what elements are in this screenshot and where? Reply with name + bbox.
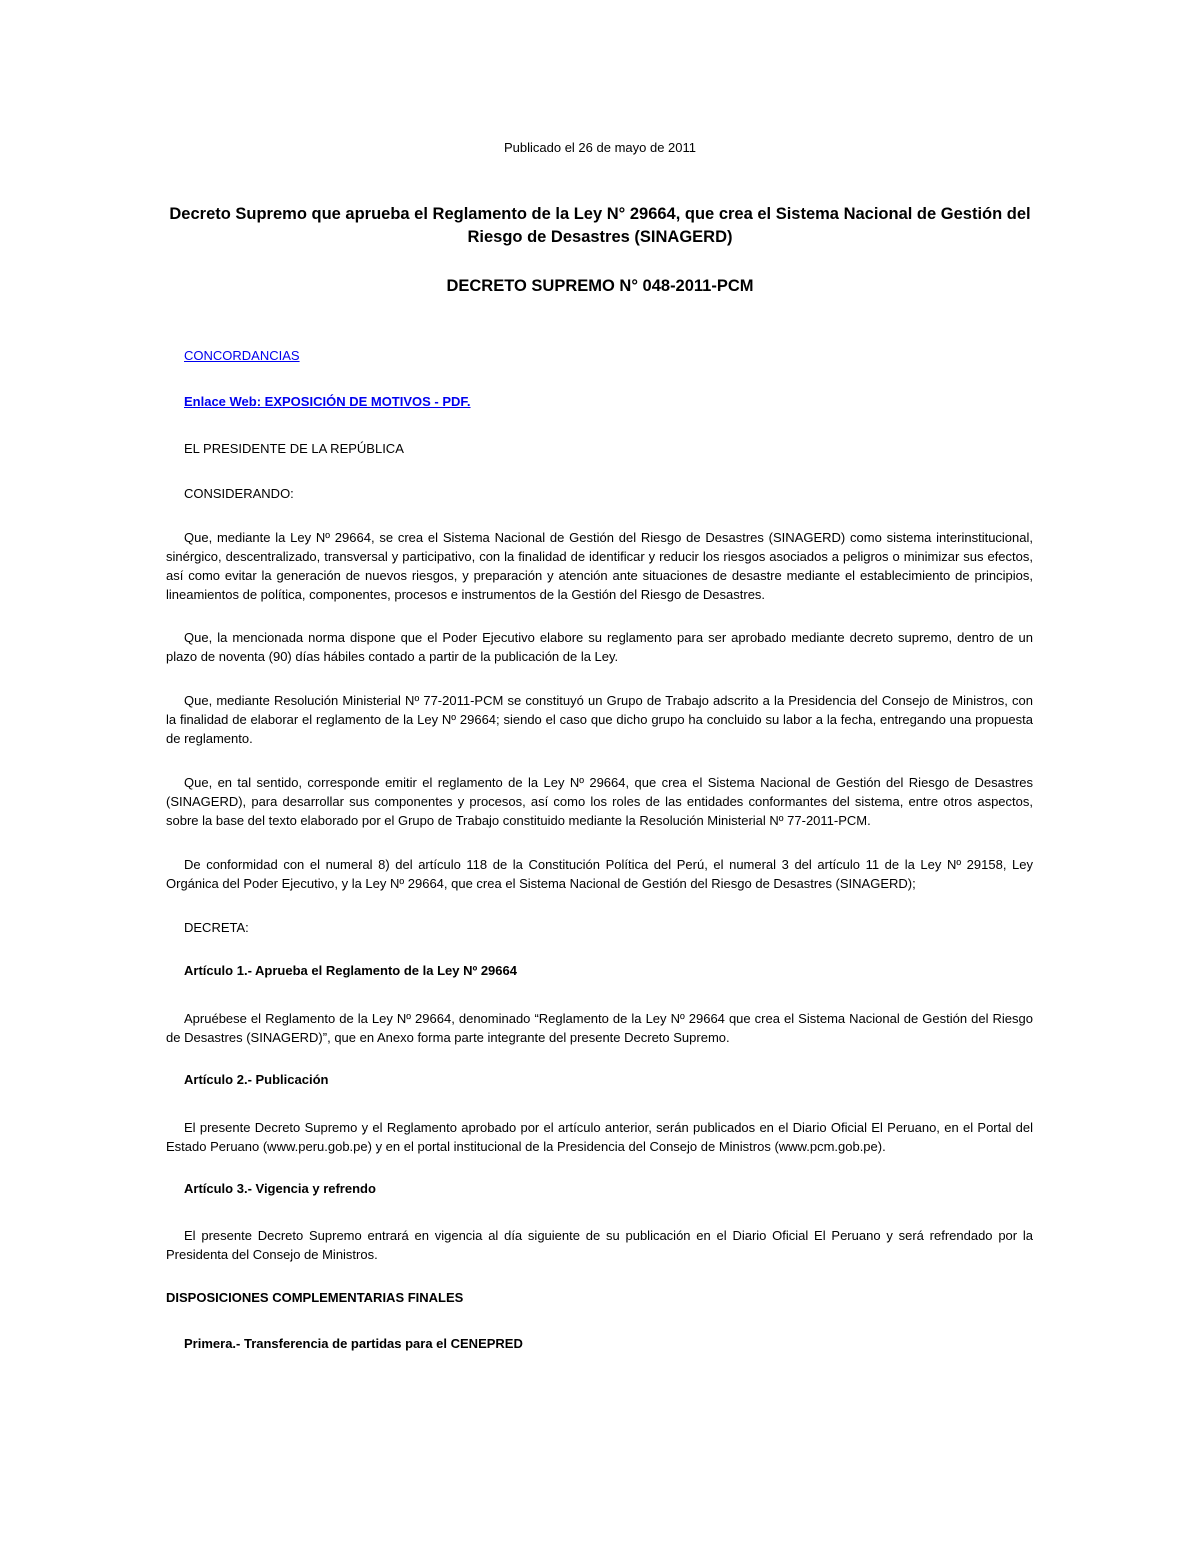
article-1-body: Apruébese el Reglamento de la Ley Nº 29664, denominado “Reglamento de la Ley Nº 29664 que crea el Sistema Nacional de Gestión del Riesgo de Desastres (SINAGERD)”, que en Anexo forma parte integrante del presente Decreto Supremo. [166,1011,1033,1045]
considerando-paragraph-2: Que, la mencionada norma dispone que el Poder Ejecutivo elabore su reglamento para ser aprobado mediante decreto supremo, dentro de un plazo de noventa (90) días hábiles contado a partir de la publicación de la Ley. [166,630,1033,664]
considerando-paragraph-3: Que, mediante Resolución Ministerial Nº 77-2011-PCM se constituyó un Grupo de Trabajo adscrito a la Presidencia del Consejo de Ministros, con la finalidad de elaborar el reglamento de la Ley Nº 29664; siendo el caso que dicho grupo ha concluido su labor a la fecha, entregando una propuesta de reglamento. [166,693,1033,746]
article-2-heading: Artículo 2.- Publicación [184,1072,329,1087]
decreta-heading: DECRETA: [184,920,249,935]
considerando-paragraph-5: De conformidad con el numeral 8) del artículo 118 de la Constitución Política del Perú, el numeral 3 del artículo 11 de la Ley Nº 29158, Ley Orgánica del Poder Ejecutivo, y la Ley Nº 29664, que crea el Sistema Nacional de Gestión del Riesgo de Desastres (SINAGERD); [166,857,1033,891]
considerando-paragraph-4: Que, en tal sentido, corresponde emitir el reglamento de la Ley Nº 29664, que crea el Sistema Nacional de Gestión del Riesgo de Desastres (SINAGERD), para desarrollar sus componentes y procesos, así como los roles de las entidades conformantes del sistema, entre otros aspectos, sobre la base del texto elaborado por el Grupo de Trabajo constituido mediante la Resolución Ministerial Nº 77-2011-PCM. [166,775,1033,828]
article-1-heading: Artículo 1.- Aprueba el Reglamento de la Ley Nº 29664 [184,963,517,978]
article-2-body: El presente Decreto Supremo y el Reglamento aprobado por el artículo anterior, serán publicados en el Diario Oficial El Peruano, en el Portal del Estado Peruano (www.peru.gob.pe) y en el portal institucional de la Presidencia del Consejo de Ministros (www.pcm.gob.pe). [166,1120,1033,1154]
exposicion-motivos-link[interactable]: Enlace Web: EXPOSICIÓN DE MOTIVOS - PDF. [184,394,471,409]
considerando-heading: CONSIDERANDO: [184,486,294,501]
document-title: Decreto Supremo que aprueba el Reglamento de la Ley N° 29664, que crea el Sistema Nacional de Gestión del Riesgo de Desastres (SINAGERD) [169,205,1031,246]
publication-date: Publicado el 26 de mayo de 2011 [503,140,696,155]
considerando-paragraph-1: Que, mediante la Ley Nº 29664, se crea el Sistema Nacional de Gestión del Riesgo de Desastres (SINAGERD) como sistema interinstitucional, sinérgico, descentralizado, transversal y participativo, con la finalidad de identificar y reducir los riesgos asociados a peligros o minimizar sus efectos, así como evitar la generación de nuevos riesgos, y preparación y atención ante situaciones de desastre mediante el establecimiento de principios, lineamientos de política, componentes, procesos e instrumentos de la Gestión del Riesgo de Desastres. [166,530,1033,602]
article-3-body: El presente Decreto Supremo entrará en vigencia al día siguiente de su publicación en el Diario Oficial El Peruano y será refrendado por la Presidenta del Consejo de Ministros. [166,1228,1033,1262]
president-heading: EL PRESIDENTE DE LA REPÚBLICA [184,441,404,456]
first-provision-heading: Primera.- Transferencia de partidas para el CENEPRED [184,1336,523,1351]
concordancias-link[interactable]: CONCORDANCIAS [184,348,300,363]
final-provisions-heading: DISPOSICIONES COMPLEMENTARIAS FINALES [166,1290,464,1305]
decree-number: DECRETO SUPREMO N° 048-2011-PCM [446,277,754,295]
article-3-heading: Artículo 3.- Vigencia y refrendo [184,1181,376,1196]
